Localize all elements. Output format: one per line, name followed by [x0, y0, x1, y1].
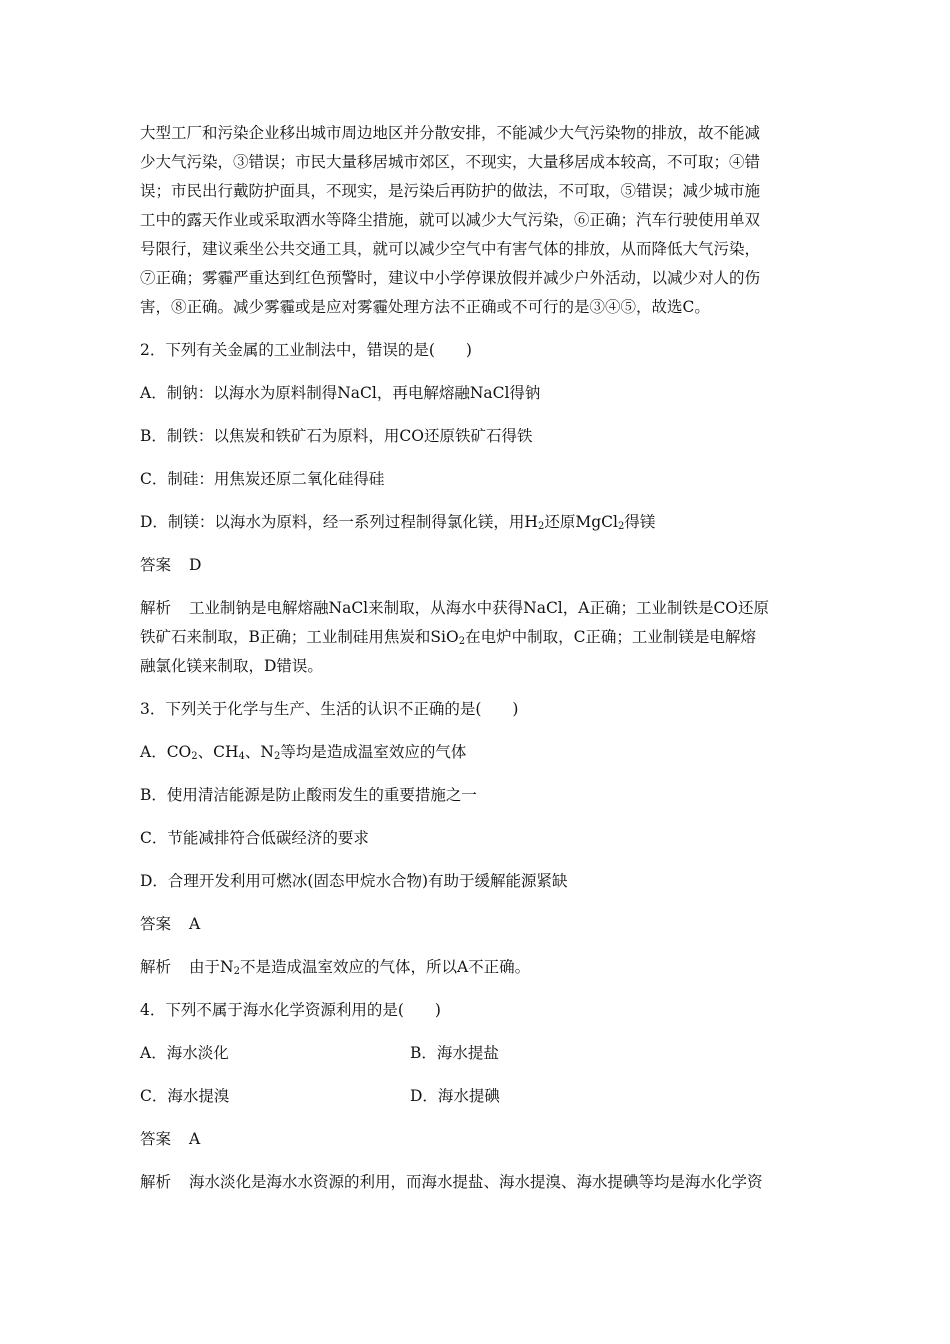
- text-line: 号限行，建议乘坐公共交通工具，就可以减少空气中有害气体的排放，从而降低大气污染，: [140, 240, 761, 258]
- question-4-option-d: D．海水提碘: [410, 1087, 500, 1105]
- text-line: [140, 623, 812, 652]
- question-3-answer: [140, 910, 812, 939]
- text-line: ⑦正确；雾霾严重达到红色预警时，建议中小学停课放假并减少户外活动，以减少对人的伤: [140, 269, 761, 287]
- answer-label: 答案: [140, 1130, 172, 1148]
- paragraph-continued-analysis: [140, 119, 812, 322]
- text-span: 由于N: [189, 958, 234, 976]
- answer-value: D: [189, 556, 202, 574]
- answer-value: A: [189, 1130, 201, 1148]
- subscript: 2: [617, 521, 625, 532]
- text-line: 融氯化镁来制取，D错误。: [140, 657, 323, 675]
- text-line: 工中的露天作业或采取洒水等降尘措施，就可以减少大气污染，⑥正确；汽车行驶使用单双: [140, 211, 761, 229]
- text-span: 、N: [244, 743, 274, 761]
- answer-value: A: [189, 915, 201, 933]
- answer-label: 答案: [140, 915, 172, 933]
- text-span: 得镁: [624, 513, 656, 531]
- text-span: 工业制钠是电解熔融NaCl来制取，从海水中获得NaCl，A正确；工业制铁是CO还原: [189, 599, 770, 617]
- text-span: 铁矿石来制取，B正确；工业制硅用焦炭和SiO: [140, 628, 459, 646]
- question-4-stem: 4．下列不属于海水化学资源利用的是( ): [140, 1001, 441, 1019]
- question-4-option-c: C．海水提溴: [140, 1087, 230, 1105]
- analysis-label: 解析: [140, 1173, 172, 1191]
- question-4-option-a: A．海水淡化: [140, 1044, 229, 1062]
- question-2-stem: 2．下列有关金属的工业制法中，错误的是( ): [140, 341, 472, 359]
- question-4-options-row-2: [140, 1082, 812, 1111]
- subscript: 2: [273, 751, 281, 762]
- question-4-option-b: B．海水提盐: [410, 1044, 499, 1062]
- question-2-option-a: A．制钠：以海水为原料制得NaCl，再电解熔融NaCl得钠: [140, 384, 541, 402]
- question-4-analysis: [140, 1168, 812, 1197]
- text-span: D．制镁：以海水为原料，经一系列过程制得氯化镁，用H: [140, 513, 538, 531]
- text-line: [140, 594, 812, 623]
- subscript: 2: [537, 521, 545, 532]
- question-2-analysis: [140, 594, 812, 681]
- subscript: 2: [233, 966, 240, 977]
- text-line: 害，⑧正确。减少雾霾或是应对雾霾处理方法不正确或不可行的是③④⑤，故选C。: [140, 298, 710, 316]
- question-3-analysis: [140, 953, 812, 982]
- question-2-option-b: B．制铁：以焦炭和铁矿石为原料，用CO还原铁矿石得铁: [140, 427, 533, 445]
- question-2-option-d: [140, 508, 812, 537]
- question-3-option-c: C．节能减排符合低碳经济的要求: [140, 829, 369, 847]
- subscript: 4: [238, 751, 245, 762]
- document-page: [140, 119, 812, 1197]
- question-4-options-row-1: [140, 1039, 812, 1068]
- question-4-answer: [140, 1125, 812, 1154]
- text-span: 在电炉中制取，C正确；工业制镁是电解熔: [465, 628, 756, 646]
- text-span: 海水淡化是海水水资源的利用，而海水提盐、海水提溴、海水提碘等均是海水化学资: [189, 1173, 763, 1191]
- text-span: 等均是造成温室效应的气体: [280, 743, 467, 761]
- question-2-option-c: C．制硅：用焦炭还原二氧化硅得硅: [140, 470, 385, 488]
- question-3-option-a: [140, 738, 812, 767]
- answer-label: 答案: [140, 556, 172, 574]
- text-span: 不是造成温室效应的气体，所以A不正确。: [239, 958, 531, 976]
- question-3-stem: 3．下列关于化学与生产、生活的认识不正确的是( ): [140, 700, 519, 718]
- text-span: 还原MgCl: [544, 513, 618, 531]
- subscript: 2: [191, 751, 198, 762]
- subscript: 2: [458, 636, 466, 647]
- analysis-label: 解析: [140, 958, 172, 976]
- text-line: 少大气污染，③错误；市民大量移居城市郊区，不现实，大量移居成本较高，不可取；④错: [140, 153, 761, 171]
- question-3-option-b: B．使用清洁能源是防止酸雨发生的重要措施之一: [140, 786, 477, 804]
- text-line: 误；市民出行戴防护面具，不现实，是污染后再防护的做法，不可取，⑤错误；减少城市施: [140, 182, 761, 200]
- text-span: A．CO: [140, 743, 192, 761]
- analysis-label: 解析: [140, 599, 172, 617]
- question-2-answer: [140, 551, 812, 580]
- text-span: 、CH: [197, 743, 239, 761]
- question-3-option-d: D．合理开发利用可燃冰(固态甲烷水合物)有助于缓解能源紧缺: [140, 872, 568, 890]
- text-line: 大型工厂和污染企业移出城市周边地区并分散安排，不能减少大气污染物的排放，故不能减: [140, 124, 761, 142]
